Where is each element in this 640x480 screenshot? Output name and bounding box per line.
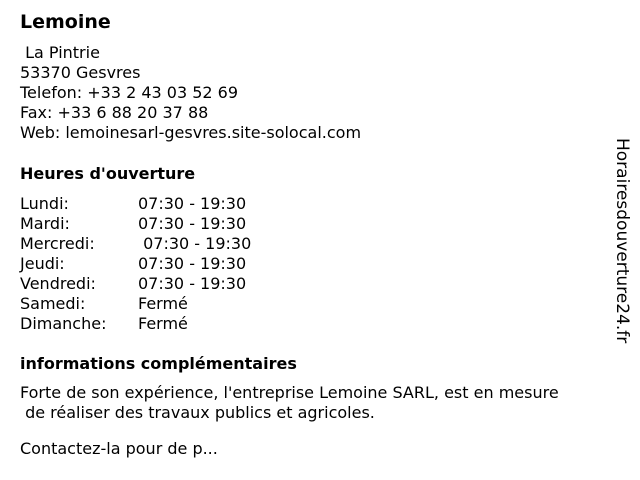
address-street: La Pintrie <box>20 43 100 62</box>
day-label: Lundi: <box>20 194 69 213</box>
opening-hours-table <box>20 194 320 334</box>
business-description <box>20 383 620 423</box>
time-range: 07:30 - 19:30 <box>138 274 247 293</box>
contact-teaser: Contactez-la pour de p... <box>20 439 218 458</box>
business-name: Lemoine <box>20 11 111 33</box>
time-range: Fermé <box>138 314 188 333</box>
address-city: 53370 Gesvres <box>20 63 141 82</box>
day-label: Samedi: <box>20 294 86 313</box>
additional-info-heading: informations complémentaires <box>20 354 297 373</box>
website: Web: lemoinesarl-gesvres.site-solocal.com <box>20 123 362 142</box>
hours-row-dimanche <box>20 314 320 334</box>
site-watermark: Horairesdouverture24.fr <box>612 138 632 344</box>
day-label: Jeudi: <box>20 254 65 273</box>
hours-row-lundi <box>20 194 320 214</box>
description-line: Forte de son expérience, l'entreprise Lemoine SARL, est en mesure <box>20 383 559 402</box>
day-label: Vendredi: <box>20 274 96 293</box>
time-range: Fermé <box>138 294 188 313</box>
fax-number: Fax: +33 6 88 20 37 88 <box>20 103 209 122</box>
time-range: 07:30 - 19:30 <box>138 234 252 253</box>
time-range: 07:30 - 19:30 <box>138 194 247 213</box>
day-label: Mercredi: <box>20 234 95 253</box>
hours-row-samedi <box>20 294 320 314</box>
day-label: Mardi: <box>20 214 70 233</box>
time-range: 07:30 - 19:30 <box>138 214 247 233</box>
time-range: 07:30 - 19:30 <box>138 254 247 273</box>
hours-row-jeudi <box>20 254 320 274</box>
hours-row-mercredi <box>20 234 320 254</box>
hours-row-mardi <box>20 214 320 234</box>
contact-block <box>20 43 361 143</box>
opening-hours-heading: Heures d'ouverture <box>20 164 196 183</box>
phone-number: Telefon: +33 2 43 03 52 69 <box>20 83 239 102</box>
hours-row-vendredi <box>20 274 320 294</box>
description-line: de réaliser des travaux publics et agricoles. <box>20 403 375 422</box>
day-label: Dimanche: <box>20 314 107 333</box>
